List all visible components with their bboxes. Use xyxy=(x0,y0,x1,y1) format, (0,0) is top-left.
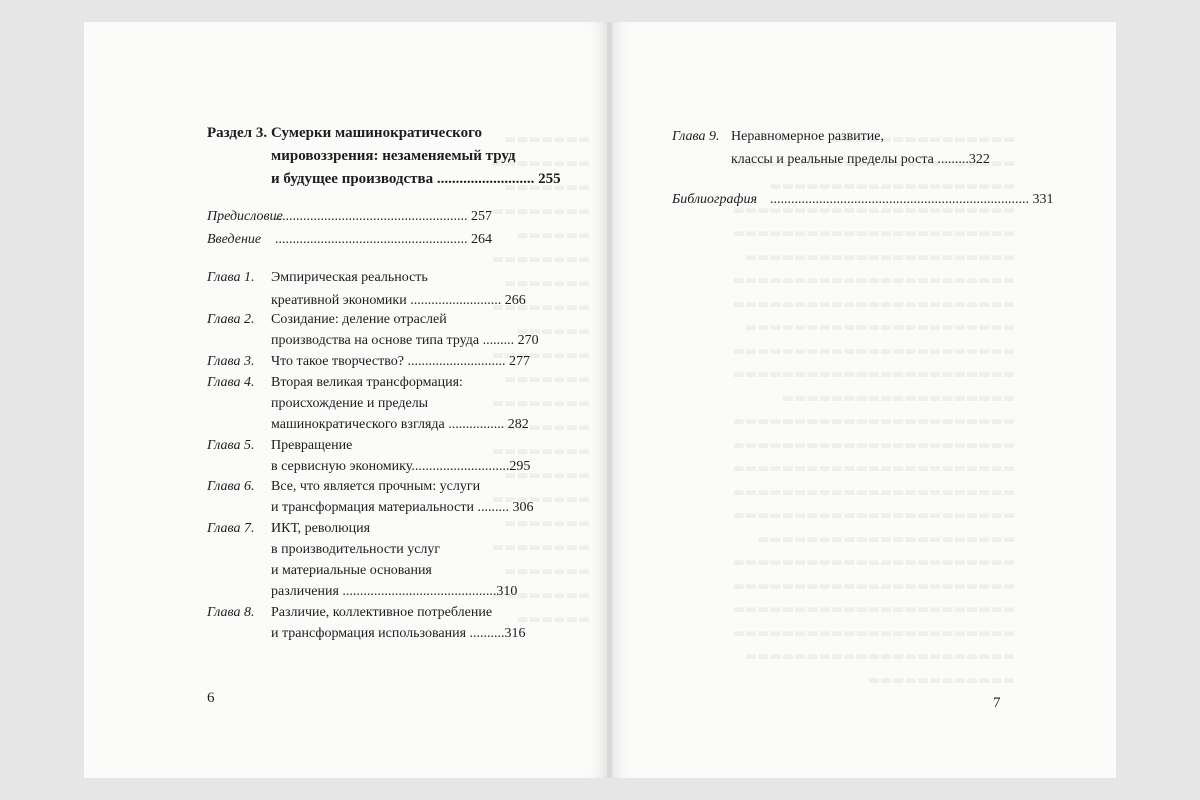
chapter-title-line: Что такое творчество? ............................ 277 xyxy=(271,354,530,369)
entry-leader-page: .......................................................................... 331 xyxy=(770,192,1054,207)
section-label: Раздел 3. xyxy=(207,125,268,141)
chapter-label: Глава 9. xyxy=(672,129,720,144)
chapter-label: Глава 4. xyxy=(207,375,255,390)
chapter-title-line: Вторая великая трансформация: xyxy=(271,375,463,390)
entry-label: Введение xyxy=(207,232,262,247)
chapter-label: Глава 1. xyxy=(207,270,255,285)
page-number-left: 6 xyxy=(207,690,215,706)
chapter-label: Глава 6. xyxy=(207,479,255,494)
entry-leader-page: ....................................................... 264 xyxy=(275,232,492,247)
chapter-title-line: ИКТ, революция xyxy=(271,521,371,536)
chapter-title-line: классы и реальные пределы роста .........322 xyxy=(731,152,990,167)
chapter-title-line: различения ............................................310 xyxy=(271,584,518,599)
section-title-line: Сумерки машинократического xyxy=(271,125,483,141)
page-number-right: 7 xyxy=(993,695,1001,711)
chapter-title-line: производства на основе типа труда ......... 270 xyxy=(271,333,539,348)
chapter-title-line: происхождение и пределы xyxy=(271,396,429,411)
entry-label: Предисловие xyxy=(207,209,283,224)
chapter-title-line: в производительности услуг xyxy=(271,542,441,557)
chapter-label: Глава 5. xyxy=(207,438,255,453)
chapter-title-line: Созидание: деление отраслей xyxy=(271,312,447,327)
chapter-title-line: Превращение xyxy=(271,438,353,453)
chapter-label: Глава 7. xyxy=(207,521,255,536)
chapter-title-line: в сервисную экономику............................295 xyxy=(271,459,531,474)
entry-label: Библиография xyxy=(672,192,757,207)
chapter-title-line: Эмпирическая реальность xyxy=(271,270,428,285)
section-title-line: мировоззрения: незаменяемый труд xyxy=(271,148,516,164)
chapter-title-line: машинократического взгляда ................ 282 xyxy=(271,417,529,432)
chapter-title-line: и материальные основания xyxy=(271,563,432,578)
chapter-title-line: Неравномерное развитие, xyxy=(731,129,884,144)
chapter-label: Глава 8. xyxy=(207,605,255,620)
chapter-label: Глава 3. xyxy=(207,354,255,369)
entry-leader-page: ....................................................... 257 xyxy=(275,209,492,224)
chapter-title-line: креативной экономики .......................... 266 xyxy=(271,293,526,308)
chapter-title-line: и трансформация материальности ......... 306 xyxy=(271,500,534,515)
section-title-line: и будущее производства .......................... 255 xyxy=(271,171,561,187)
chapter-label: Глава 2. xyxy=(207,312,255,327)
chapter-title-line: и трансформация использования ..........316 xyxy=(271,626,526,641)
chapter-title-line: Все, что является прочным: услуги xyxy=(271,479,481,494)
chapter-title-line: Различие, коллективное потребление xyxy=(271,605,493,620)
